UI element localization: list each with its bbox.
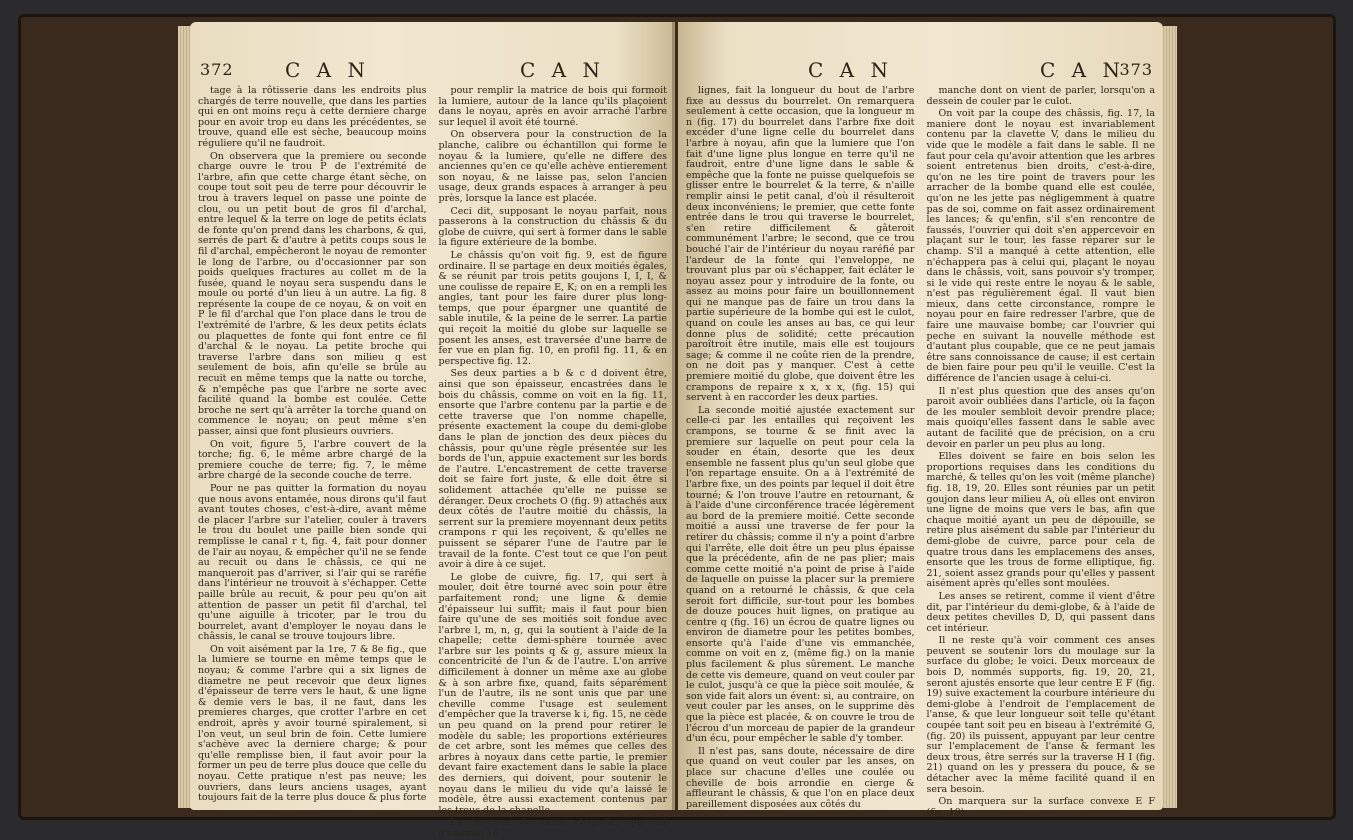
right-page-columns [686, 85, 1155, 818]
paragraph: On voit, figure 5, l'arbre couvert de la torche; fig. 6, le même arbre chargé de la premiere couche de terre; fig. 7, le même arbre chargé de la seconde couche de terre. [198, 438, 427, 482]
paragraph: On observera que la premiere ou seconde charge ouvre le trou P de l'extrémité de l'arbre, afin que cette charge étant sèche, on coupe tout soit peu de terre pour découvrir le trou à travers lequel on passe une pointe de clou, ou un petit bout de gros fil d'archal, entre lequel & la terre on loge de petits éclats de fonte qu'on prend dans les charbons, & qui, serrés de part & d'autre à petits coups sous le fil d'archal, empêcheront le noyau de remonter le long de l'arbre, ou d'occasionner par son poids quelques fractures au collet m de la fusée, quand le noyau sera suspendu dans le moule ou porté d'un lieu à un autre. La fig. 8 représente la coupe de ce noyau, & on voit en P le fil d'archal que l'on place dans le trou de l'extrémité de l'arbre, & les deux petits éclats ou plaquettes de fonte qui font entre ce fil d'archal & le noyau. La petite broche qui traverse l'arbre dans son milieu q est seulement de bois, afin qu'elle se brûle au recuit en même temps que la natte ou torche, & n'empêche pas que l'arbre ne sorte avec facilité quand la bombe est coulée. Cette broche ne sert qu'à arrêter la torche quand on commence le noyau; on peut même s'en passer, ainsi que font plusieurs ouvriers. [198, 150, 427, 437]
paragraph: La hauteur de cette chapelle, qui est d'environ 16 [438, 817, 667, 839]
page-number: 373 [1119, 60, 1153, 79]
running-head: C A N [1040, 58, 1125, 82]
paragraph: On marquera sur la surface convexe E F (fig. 19) [926, 796, 1155, 818]
right-page-header [678, 58, 1163, 82]
running-head: C A N [808, 58, 893, 82]
text-column [926, 85, 1156, 818]
running-head: C A N [285, 58, 370, 82]
paragraph: Il n'est pas, sans doute, nécessaire de dire que quand on veut couler par les anses, on place sur chacune d'elles une coulée ou cheville de bois arrondie en cierge & affleurant le châssis, & que l'on en place deux pareillement disposées aux côtés du [686, 745, 915, 810]
paragraph: On voit par la coupe des châssis, fig. 17, la maniere dont le noyau est invariablement contenu par la clavette V, dans le milieu du vide que le modèle a fait dans le sable. Il ne faut pour cela qu'avoir attention que les arbres soient entretenus bien droits, c'est-à-dire, qu'on ne les tire point de travers pour les arracher de la bombe quand elle est coulée, qu'on ne les jette pas négligemment à quatre pas de soi, comme on fait assez ordinairement les lances; & qu'enfin, s'il s'en rencontre de faussés, l'ouvrier qui doit s'en appercevoir en plaçant sur le tour, les fasse réparer sur le champ. S'il a manqué à cette attention, elle n'échappera pas à celui qui, plaçant le noyau dans le châssis, voit, sans pouvoir s'y tromper, si le vide qui reste entre le noyau & le sable, n'est pas régulièrement égal. Il vaut bien mieux, dans cette circonstance, rompre le noyau pour en faire redresser l'arbre, que de faire une mauvaise bombe; car l'ouvrier qui peche en suivant la nouvelle méthode est d'autant plus coupable, que ce ne peut jamais être sans connoissance de cause; il est certain de bien faire pour peu qu'il le veuille. C'est la différence de l'ancien usage à celui-ci. [926, 108, 1155, 385]
running-head: C A N [520, 58, 605, 82]
right-page [678, 22, 1163, 818]
paragraph: Les anses se retirent, comme il vient d'être dit, par l'intérieur du demi-globe, & à l'aide de deux petites chevilles D, D, qui passent dans cet intérieur. [926, 590, 1155, 634]
paragraph: tage à la rôtisserie dans les endroits plus chargés de terre nouvelle, que dans les parties qui en ont moins reçu à cette derniere charge pour en avoir trop eu dans les précédentes, se trouve, quand elle est sèche, beaucoup moins réguliere qu'il ne faudroit. [198, 85, 427, 149]
paragraph: manche dont on vient de parler, lorsqu'on a dessein de couler par le culot. [926, 85, 1155, 107]
paragraph: On voit aisément par la 1re, 7 & 8e fig., que la lumiere se tourne en même temps que le noyau; & comme l'arbre qui a six lignes de diametre ne peut recevoir que deux lignes d'épaisseur de terre vers le haut, & une ligne & demie vers le bas, il ne faut, dans les premieres charges, que crotter l'arbre en cet endroit, après y avoir tourné spiralement, si l'on veut, un seul brin de foin. Cette lumiere s'achève avec la derniere charge; & pour qu'elle remplisse bien, il faut avoir pour la former un peu de terre plus douce que celle du noyau. Cette pratique n'est pas neuve; les ouvriers, dans leurs anciens usages, ayant toujours fait de la terre plus douce & plus forte [198, 643, 427, 804]
left-page-header [190, 58, 675, 82]
paragraph: Il ne reste qu'à voir comment ces anses peuvent se soutenir lors du moulage sur la surface du globe; le voici. Deux morceaux de bois D, nommés supports, fig. 19, 20, 21, seront ajustés ensorte que leur centre E F (fig. 19) suive exactement la courbure intérieure du demi-globe à l'endroit de l'emplacement de l'anse, & que leur longueur soit telle qu'étant coupée tant soit peu en biseau à l'extrémité G, (fig. 20) ils puissent, appuyant par leur centre sur l'emplacement de l'anse & fermant les deux trous, être serrés sur la traverse H I (fig. 21) quand on les y pressera du pouce, & se détacher avec la même facilité quand il en sera besoin. [926, 635, 1155, 795]
text-column [198, 85, 427, 804]
paragraph: Il n'est plus question que des anses qu'on paroit avoir oubliées dans l'article, où la façon de les mouler sembloit devoir prendre place; mais quoiqu'elles fassent dans le sable avec autant de facilité que de précision, on a cru devoir en parler un peu plus au long. [926, 385, 1155, 450]
paragraph: lignes, fait la longueur du bout de l'arbre fixe au dessus du bourrelet. On remarquera seulement à cette occasion, que la longueur m n (fig. 17) du bourrelet dans l'arbre fixe doit excéder d'une ligne celle du bourrelet dans l'arbre à noyau, afin que la lumiere que l'on fait d'une ligne plus longue en terre qu'il ne faudroit, entre d'une ligne dans le sable & empêche que la fonte ne puisse quelquefois se glisser entre le bourrelet & la terre, & n'aille remplir ainsi le petit canal, d'où il résulteroit deux inconvéniens; le premier, que cette fonte entrée dans le trou qui traverse le bourrelet, s'en retire difficilement & gâteroit communément l'arbre; le second, que ce trou bouché l'air de l'intérieur du noyau raréfié par l'ardeur de la fonte qui l'enveloppe, ne trouvant plus par où s'échapper, fait écláter le noyau assez pour y introduire de la fonte, ou assez au moins pour faire un bouillonnement qui ne manque pas de faire un trou dans la partie supérieure de la bombe qui est le culot, quand on coule les anses au bas, ce qui leur donne plus de solidité; cette précaution paroîtroit être inutile, mais elle est toujours sage; & comme il ne coûte rien de la prendre, on ne doit pas y manquer. C'est à cette premiere moitié du globe, que doivent être les crampons de repaire x x, x x, (fig. 15) qui servent à en raccorder les deux parties. [686, 85, 915, 404]
paragraph: Ses deux parties a b & c d doivent être, ainsi que son épaisseur, encastrées dans le bois du châssis, comme on voit en la fig. 11, ensorte que l'arbre contenu par la partie e de cette traverse que l'on nomme chapelle, présente exactement la coupe du demi-globe dans le plan de jonction des deux pièces du châssis, pour qu'une règle présentée sur les bords de l'un, appuie exactement sur les bords de l'autre. L'encastrement de cette traverse doit se faire fort juste, & elle doit être si solidement attachée qu'elle ne puisse se déranger. Deux crochets O (fig. 9) attachés aux deux côtés de l'autre moitié du châssis, la serrent sur la premiere moyennant deux petits crampons r qui les reçoivent, & qu'elles ne puissent se séparer l'une de l'autre par le travail de la fonte. C'est tout ce que l'on peut avoir à dire à ce sujet. [438, 368, 667, 571]
text-column [438, 85, 668, 839]
text-column [686, 85, 915, 810]
page-number: 372 [200, 60, 234, 79]
right-page-edges [1163, 26, 1177, 808]
paragraph: pour remplir la matrice de bois qui formoit la lumiere, autour de la lance qu'ils plaçoient dans le noyau, après en avoir arraché l'arbre sur lequel il avoit été tourné. [438, 85, 667, 128]
paragraph: Le globe de cuivre, fig. 17, qui sert à mouler, doit être tourné avec soin pour être parfaitement rond; une ligne & demie d'épaisseur lui suffit; mais il faut pour bien faire qu'une de ses moitiés soit fondue avec l'arbre l, m, n, g, qui la soutient à l'aide de la chapelle; cette demi-sphère tournée avec l'arbre sur les points q & g, assure mieux la concentricité de l'un & de l'autre. L'on arrive difficilement à donner un même axe au globe & à son arbre fixe, quand, faits séparément l'un de l'autre, ils ne sont unis que par une cheville comme l'usage est seulement d'empêcher que la traverse k i, fig. 15, ne cède un peu quand on la prend pour retirer le modèle du sable; les proportions extérieures de cet arbre, sont les mêmes que celles des arbres à noyaux dans cette partie, le premier devant faire exactement dans le sable la place des derniers, qui doivent, pour soutenir le noyau dans le milieu du vide qu'a laissé le modèle, être aussi exactement contenus par les trous de la chapelle. [438, 571, 667, 816]
left-page-columns [198, 85, 667, 839]
paragraph: Elles doivent se faire en bois selon les proportions requises dans les conditions du marché, & telles qu'on les voit (même planche) fig. 18, 19, 20. Elles sont réunies par un petit goujon dans leur milieu A, où elles ont environ une ligne de moins que vers le bas, afin que chaque moitié ayant un peu de dépouille, se retire plus aisément du sable par l'intérieur du demi-globe de cuivre, parce pour cela de quatre trous dans les emplacemens des anses, ensorte que les trous de forme elliptique, fig. 21, soient assez grands pour qu'elles y passent aisément après qu'elles sont moulées. [926, 451, 1155, 590]
paragraph: Le châssis qu'on voit fig. 9, est de figure ordinaire. Il se partage en deux moitiés égales, & se réunit par trois petits goujons I, I, I, & une coulisse de repaire E, K; on en a rempli les angles, tant pour les faire durer plus long-temps, que pour épargner une quantité de sable inutile, & la peine de le serrer. La partie qui reçoit la moitié du globe sur laquelle se posent les anses, est traversée d'une barre de fer vue en plan fig. 10, en profil fig. 11, & en perspective fig. 12. [438, 249, 667, 367]
left-page [190, 22, 675, 839]
paragraph: Pour ne pas quitter la formation du noyau que nous avons entamée, nous dirons qu'il faut avant toutes choses, c'est-à-dire, avant même de placer l'arbre sur l'atelier, couler à travers le trou du boulet une paille bien sonde qui remplisse le canal r t, fig. 4, fait pour donner de l'air au noyau, & empêcher qu'il ne se fende au recuit ou dans le châssis, ce qui ne manqueroit pas d'arriver, si l'air qui se raréfie dans l'intérieur ne trouvoit à s'échapper. Cette paille brûle au recuit, & pour peu qu'on ait attention de passer un petit fil d'archal, tel qu'une aiguille à tricoter, par le trou du bourrelet, avant d'employer le noyau dans le châssis, le canal se trouve toujours libre. [198, 482, 427, 643]
paragraph: On observera pour la construction de la planche, calibre ou échantillon qui forme le noyau & la lumiere, qu'elle ne differe des anciennes qu'en ce qu'elle achève entierement son noyau, & ne laisse pas, selon l'ancien usage, deux grands espaces à arranger à peu près, lorsque la lance est placée. [438, 129, 667, 204]
paragraph: Ceci dit, supposant le noyau parfait, nous passerons à la construction du châssis & du globe de cuivre, qui sert à former dans le sable la figure extérieure de la bombe. [438, 205, 667, 249]
paragraph: La seconde moitié ajustée exactement sur celle-ci par les entailles qui reçoivent les crampons, se tourne & se finit avec la premiere sur laquelle on peut pour cela la souder en étain, desorte que les deux ensemble ne fassent plus qu'un seul globe que l'on repartage ensuite. On a à l'extrémité de l'arbre fixe, un des points par lequel il doit être tourné; & l'on trouve l'autre en retournant, & à l'aide d'une circonférence tracée légèrement au bord de la premiere moitié. Cette seconde moitié a aussi une traverse de fer pour la retirer du châssis; comme il n'y a point d'arbre qui l'arrête, elle doit être un peu plus épaisse que la précédente, afin de ne pas plier; mais comme cette moitié n'a point de prise à l'aide de laquelle on puisse la placer sur la premiere quand on a retourné le châssis, & que cela seroit fort difficile, sur-tout pour les bombes de douze pouces huit lignes, on pratique au centre q (fig. 16) un écrou de quatre lignes ou environ de diametre pour les petites bombes, ensorte qu'à l'aide d'une vis emmanchée, comme on voit en z, (même fig.) on la manie plus facilement & plus sûrement. Le manche de cette vis demeure, quand on veut couler par le culot, jusqu'à ce que la pièce soit moulée, & son vide fait alors un évent: si, au contraire, on veut couler par les anses, on le supprime dès que la pièce est placée, & on couvre le trou de l'écrou d'un morceau de papier de la grandeur d'un écu, pour empêcher le sable d'y tomber. [686, 404, 915, 745]
